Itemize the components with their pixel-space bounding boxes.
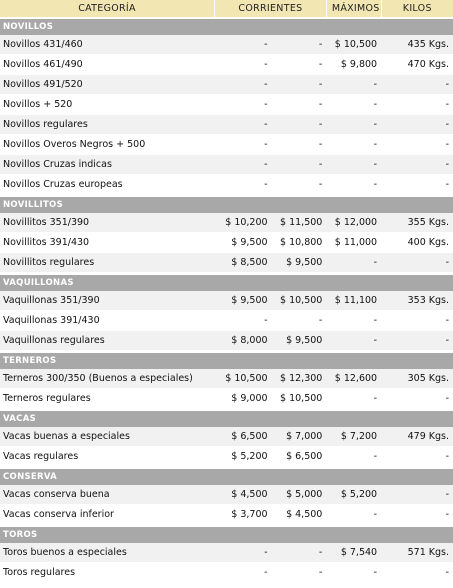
section-title: NOVILLITOS <box>0 197 453 213</box>
corrientes-low-cell: - <box>215 35 272 55</box>
corrientes-high-cell: $ 7,000 <box>272 427 327 447</box>
corrientes-high-cell: - <box>272 543 327 563</box>
kilos-cell: - <box>381 75 453 95</box>
section-title: NOVILLOS <box>0 19 453 35</box>
table-row <box>0 115 453 135</box>
corrientes-high-cell: $ 10,800 <box>272 233 327 253</box>
maximos-cell: - <box>326 175 381 195</box>
category-cell: Vaquillonas 351/390 <box>0 291 215 311</box>
corrientes-high-cell: $ 10,500 <box>272 291 327 311</box>
corrientes-low-cell: $ 10,500 <box>215 369 272 389</box>
kilos-cell: 305 Kgs. <box>381 369 453 389</box>
kilos-cell: - <box>381 505 453 525</box>
category-cell: Vaquillonas 391/430 <box>0 311 215 331</box>
table-row <box>0 35 453 55</box>
section-title: VACAS <box>0 411 453 427</box>
kilos-cell: - <box>381 447 453 467</box>
section-header-row <box>0 469 453 485</box>
corrientes-high-cell: $ 10,500 <box>272 389 327 409</box>
table-row <box>0 563 453 583</box>
kilos-cell: - <box>381 389 453 409</box>
corrientes-high-cell: - <box>272 75 327 95</box>
category-cell: Novillos 461/490 <box>0 55 215 75</box>
category-cell: Novillitos 391/430 <box>0 233 215 253</box>
table-row <box>0 213 453 233</box>
category-cell: Novillos + 520 <box>0 95 215 115</box>
maximos-cell: - <box>326 563 381 583</box>
category-cell: Novillos 431/460 <box>0 35 215 55</box>
table-row <box>0 369 453 389</box>
maximos-cell: $ 5,200 <box>326 485 381 505</box>
corrientes-high-cell: - <box>272 175 327 195</box>
kilos-cell: 435 Kgs. <box>381 35 453 55</box>
kilos-cell: - <box>381 253 453 273</box>
table-row <box>0 389 453 409</box>
corrientes-high-cell: - <box>272 135 327 155</box>
corrientes-low-cell: - <box>215 75 272 95</box>
category-cell: Vacas conserva inferior <box>0 505 215 525</box>
table-header-row <box>0 0 453 17</box>
corrientes-low-cell: $ 9,000 <box>215 389 272 409</box>
kilos-cell: - <box>381 115 453 135</box>
corrientes-low-cell: $ 9,500 <box>215 291 272 311</box>
table-row <box>0 543 453 563</box>
maximos-cell: $ 7,540 <box>326 543 381 563</box>
table-row <box>0 233 453 253</box>
table-row <box>0 155 453 175</box>
section-header-row <box>0 19 453 35</box>
maximos-cell: - <box>326 389 381 409</box>
table-row <box>0 175 453 195</box>
corrientes-high-cell: - <box>272 155 327 175</box>
section-title: CONSERVA <box>0 469 453 485</box>
corrientes-low-cell: - <box>215 543 272 563</box>
corrientes-high-cell: $ 11,500 <box>272 213 327 233</box>
kilos-cell: 353 Kgs. <box>381 291 453 311</box>
category-cell: Novillos Cruzas indicas <box>0 155 215 175</box>
category-cell: Terneros regulares <box>0 389 215 409</box>
table-row <box>0 505 453 525</box>
corrientes-high-cell: - <box>272 563 327 583</box>
corrientes-high-cell: $ 5,000 <box>272 485 327 505</box>
kilos-cell: - <box>381 563 453 583</box>
section-title: VAQUILLONAS <box>0 275 453 291</box>
category-cell: Novillitos regulares <box>0 253 215 273</box>
category-cell: Vacas buenas a especiales <box>0 427 215 447</box>
corrientes-low-cell: $ 8,500 <box>215 253 272 273</box>
corrientes-low-cell: - <box>215 95 272 115</box>
kilos-cell: - <box>381 331 453 351</box>
category-cell: Novillitos 351/390 <box>0 213 215 233</box>
category-cell: Novillos 491/520 <box>0 75 215 95</box>
corrientes-high-cell: - <box>272 35 327 55</box>
maximos-cell: $ 12,000 <box>326 213 381 233</box>
corrientes-high-cell: $ 9,500 <box>272 253 327 273</box>
table-row <box>0 135 453 155</box>
category-cell: Novillos Cruzas europeas <box>0 175 215 195</box>
maximos-cell: - <box>326 155 381 175</box>
section-header-row <box>0 411 453 427</box>
corrientes-low-cell: $ 3,700 <box>215 505 272 525</box>
table-row <box>0 311 453 331</box>
header-maximos: MÁXIMOS <box>326 0 381 17</box>
kilos-cell: 479 Kgs. <box>381 427 453 447</box>
corrientes-low-cell: $ 10,200 <box>215 213 272 233</box>
maximos-cell: $ 11,100 <box>326 291 381 311</box>
table-row <box>0 75 453 95</box>
corrientes-low-cell: - <box>215 311 272 331</box>
section-header-row <box>0 527 453 543</box>
table-row <box>0 55 453 75</box>
maximos-cell: - <box>326 253 381 273</box>
corrientes-low-cell: $ 4,500 <box>215 485 272 505</box>
maximos-cell: - <box>326 135 381 155</box>
corrientes-high-cell: $ 12,300 <box>272 369 327 389</box>
corrientes-high-cell: $ 4,500 <box>272 505 327 525</box>
corrientes-low-cell: - <box>215 563 272 583</box>
corrientes-low-cell: - <box>215 135 272 155</box>
header-corrientes: CORRIENTES <box>215 0 327 17</box>
category-cell: Toros regulares <box>0 563 215 583</box>
category-cell: Toros buenos a especiales <box>0 543 215 563</box>
table-row <box>0 485 453 505</box>
corrientes-low-cell: $ 8,000 <box>215 331 272 351</box>
table-row <box>0 253 453 273</box>
header-kilos: KILOS <box>381 0 453 17</box>
table-row <box>0 427 453 447</box>
category-cell: Vacas regulares <box>0 447 215 467</box>
maximos-cell: - <box>326 505 381 525</box>
kilos-cell: - <box>381 95 453 115</box>
table-row <box>0 331 453 351</box>
maximos-cell: $ 11,000 <box>326 233 381 253</box>
corrientes-low-cell: $ 5,200 <box>215 447 272 467</box>
corrientes-high-cell: $ 9,500 <box>272 331 327 351</box>
category-cell: Terneros 300/350 (Buenos a especiales) <box>0 369 215 389</box>
corrientes-low-cell: - <box>215 175 272 195</box>
table-row <box>0 95 453 115</box>
kilos-cell: - <box>381 311 453 331</box>
corrientes-high-cell: - <box>272 95 327 115</box>
section-title: TOROS <box>0 527 453 543</box>
maximos-cell: - <box>326 95 381 115</box>
kilos-cell: - <box>381 175 453 195</box>
section-header-row <box>0 353 453 369</box>
kilos-cell: 470 Kgs. <box>381 55 453 75</box>
corrientes-high-cell: $ 6,500 <box>272 447 327 467</box>
section-header-row <box>0 275 453 291</box>
kilos-cell: 355 Kgs. <box>381 213 453 233</box>
category-cell: Vacas conserva buena <box>0 485 215 505</box>
corrientes-high-cell: - <box>272 55 327 75</box>
corrientes-low-cell: $ 6,500 <box>215 427 272 447</box>
category-cell: Novillos regulares <box>0 115 215 135</box>
maximos-cell: - <box>326 331 381 351</box>
table-row <box>0 447 453 467</box>
corrientes-low-cell: - <box>215 55 272 75</box>
maximos-cell: - <box>326 75 381 95</box>
kilos-cell: 400 Kgs. <box>381 233 453 253</box>
section-header-row <box>0 197 453 213</box>
category-cell: Vaquillonas regulares <box>0 331 215 351</box>
maximos-cell: - <box>326 115 381 135</box>
corrientes-high-cell: - <box>272 115 327 135</box>
section-title: TERNEROS <box>0 353 453 369</box>
maximos-cell: - <box>326 311 381 331</box>
kilos-cell: 571 Kgs. <box>381 543 453 563</box>
table-body <box>0 17 453 583</box>
maximos-cell: $ 12,600 <box>326 369 381 389</box>
maximos-cell: $ 10,500 <box>326 35 381 55</box>
table-row <box>0 291 453 311</box>
kilos-cell: - <box>381 155 453 175</box>
corrientes-low-cell: - <box>215 155 272 175</box>
category-cell: Novillos Overos Negros + 500 <box>0 135 215 155</box>
maximos-cell: $ 9,800 <box>326 55 381 75</box>
corrientes-low-cell: $ 9,500 <box>215 233 272 253</box>
header-categoria: CATEGORÍA <box>0 0 215 17</box>
corrientes-low-cell: - <box>215 115 272 135</box>
kilos-cell: - <box>381 485 453 505</box>
maximos-cell: $ 7,200 <box>326 427 381 447</box>
corrientes-high-cell: - <box>272 311 327 331</box>
kilos-cell: - <box>381 135 453 155</box>
maximos-cell: - <box>326 447 381 467</box>
